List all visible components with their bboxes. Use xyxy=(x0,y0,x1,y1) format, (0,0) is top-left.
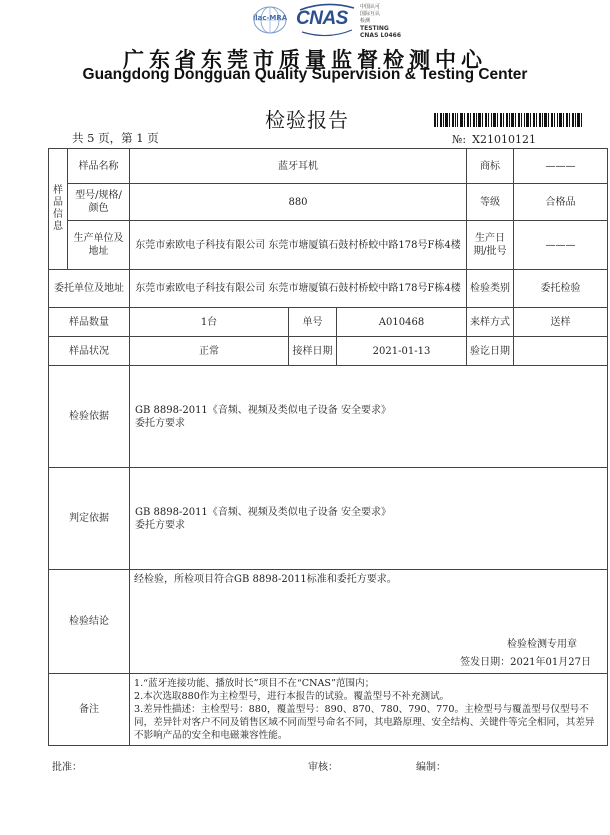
grade-value: 合格品 xyxy=(514,184,608,221)
model-row xyxy=(49,184,608,221)
model-label: 型号/规格/颜色 xyxy=(68,184,130,221)
quantity-value: 1台 xyxy=(130,308,289,337)
status-row xyxy=(49,337,608,366)
barcode xyxy=(434,113,582,127)
note-line: 1.“蓝牙连接功能、播放时长”项目不在“CNAS”范围内； xyxy=(134,678,375,689)
organization-name-en: Guangdong Dongguan Quality Supervision & Testing Center xyxy=(82,66,528,83)
sample-name-value: 蓝牙耳机 xyxy=(130,149,467,184)
basis-line: 委托方要求 xyxy=(135,417,185,429)
order-no-label: 单号 xyxy=(289,308,337,337)
basis-content xyxy=(130,366,608,468)
basis-row xyxy=(49,366,608,468)
status-label: 样品状况 xyxy=(49,337,130,366)
manufacturer-label: 生产单位及地址 xyxy=(68,221,130,270)
compile-label: 编制： xyxy=(416,762,446,773)
organization-name-cn: 广东省东莞市质量监督检测中心 xyxy=(123,48,487,72)
approve-label: 批准： xyxy=(52,762,82,773)
report-table xyxy=(48,148,608,746)
verify-date-label: 验讫日期 xyxy=(467,337,514,366)
judgement-line: 委托方要求 xyxy=(135,519,185,531)
basis-label: 检验依据 xyxy=(49,366,130,468)
trademark-label: 商标 xyxy=(467,149,514,184)
sample-name-row xyxy=(49,149,608,184)
production-date-label: 生产日期/批号 xyxy=(467,221,514,270)
judgement-content xyxy=(130,468,608,570)
notes-content xyxy=(130,674,608,746)
cnas-caption: 中国认可 国际互认 检测 TESTING CNAS L0466 xyxy=(360,4,402,39)
page-info: 共 5 页，第 1 页 xyxy=(72,131,159,145)
manufacturer-value: 东莞市索欧电子科技有限公司 东莞市塘厦镇石鼓村桥蛟中路178号F栋4楼 xyxy=(130,221,467,270)
notes-row xyxy=(49,674,608,746)
issue-date: 签发日期：2021年01月27日 xyxy=(460,657,591,668)
verify-date-value xyxy=(514,337,608,366)
ilac-mra-logo: ilac-MRA xyxy=(252,5,288,35)
official-seal-text: 检验检测专用章 xyxy=(507,639,577,650)
conclusion-row xyxy=(49,570,608,674)
note-line: 3.差异性描述：主检型号：880，覆盖型号：890、870、780、790、770。主检型号与覆盖型号仅型号不同，差异针对客户不同及销售区域不同而型号命名不同，其电路原理、安全结构、关键件等完全相同，其差异不影响产品的安全和电磁兼容性能。 xyxy=(134,704,595,741)
conclusion-label: 检验结论 xyxy=(49,570,130,674)
receive-date-label: 接样日期 xyxy=(289,337,337,366)
production-date-value: ——— xyxy=(514,221,608,270)
judgement-row xyxy=(49,468,608,570)
accreditation-logos xyxy=(252,2,358,38)
trademark-value: ——— xyxy=(514,149,608,184)
judgement-label: 判定依据 xyxy=(49,468,130,570)
manufacturer-row xyxy=(49,221,608,270)
review-label: 审核： xyxy=(308,762,338,773)
receive-date-value: 2021-01-13 xyxy=(337,337,467,366)
model-value: 880 xyxy=(130,184,467,221)
delivery-value: 送样 xyxy=(514,308,608,337)
report-title: 检验报告 xyxy=(265,108,349,132)
judgement-line: GB 8898-2011《音频、视频及类似电子设备 安全要求》 xyxy=(135,506,391,518)
order-no-value: A010468 xyxy=(337,308,467,337)
note-line: 2.本次选取880作为主检型号，进行本报告的试验。覆盖型号不补充测试。 xyxy=(134,691,450,702)
sample-info-group: 样品信息 xyxy=(49,149,68,270)
status-value: 正常 xyxy=(130,337,289,366)
report-number: №: X21010121 xyxy=(452,133,536,146)
client-value: 东莞市索欧电子科技有限公司 东莞市塘厦镇石鼓村桥蛟中路178号F栋4楼 xyxy=(130,270,467,308)
cnas-logo: CNAS xyxy=(296,2,358,38)
quantity-label: 样品数量 xyxy=(49,308,130,337)
conclusion-content xyxy=(130,570,608,674)
delivery-label: 来样方式 xyxy=(467,308,514,337)
grade-label: 等级 xyxy=(467,184,514,221)
client-label: 委托单位及地址 xyxy=(49,270,130,308)
conclusion-text: 经检验，所检项目符合GB 8898-2011标准和委托方要求。 xyxy=(134,574,397,585)
basis-line: GB 8898-2011《音频、视频及类似电子设备 安全要求》 xyxy=(135,404,391,416)
notes-label: 备注 xyxy=(49,674,130,746)
inspection-type-value: 委托检验 xyxy=(514,270,608,308)
sample-name-label: 样品名称 xyxy=(68,149,130,184)
client-row xyxy=(49,270,608,308)
inspection-type-label: 检验类别 xyxy=(467,270,514,308)
quantity-row xyxy=(49,308,608,337)
